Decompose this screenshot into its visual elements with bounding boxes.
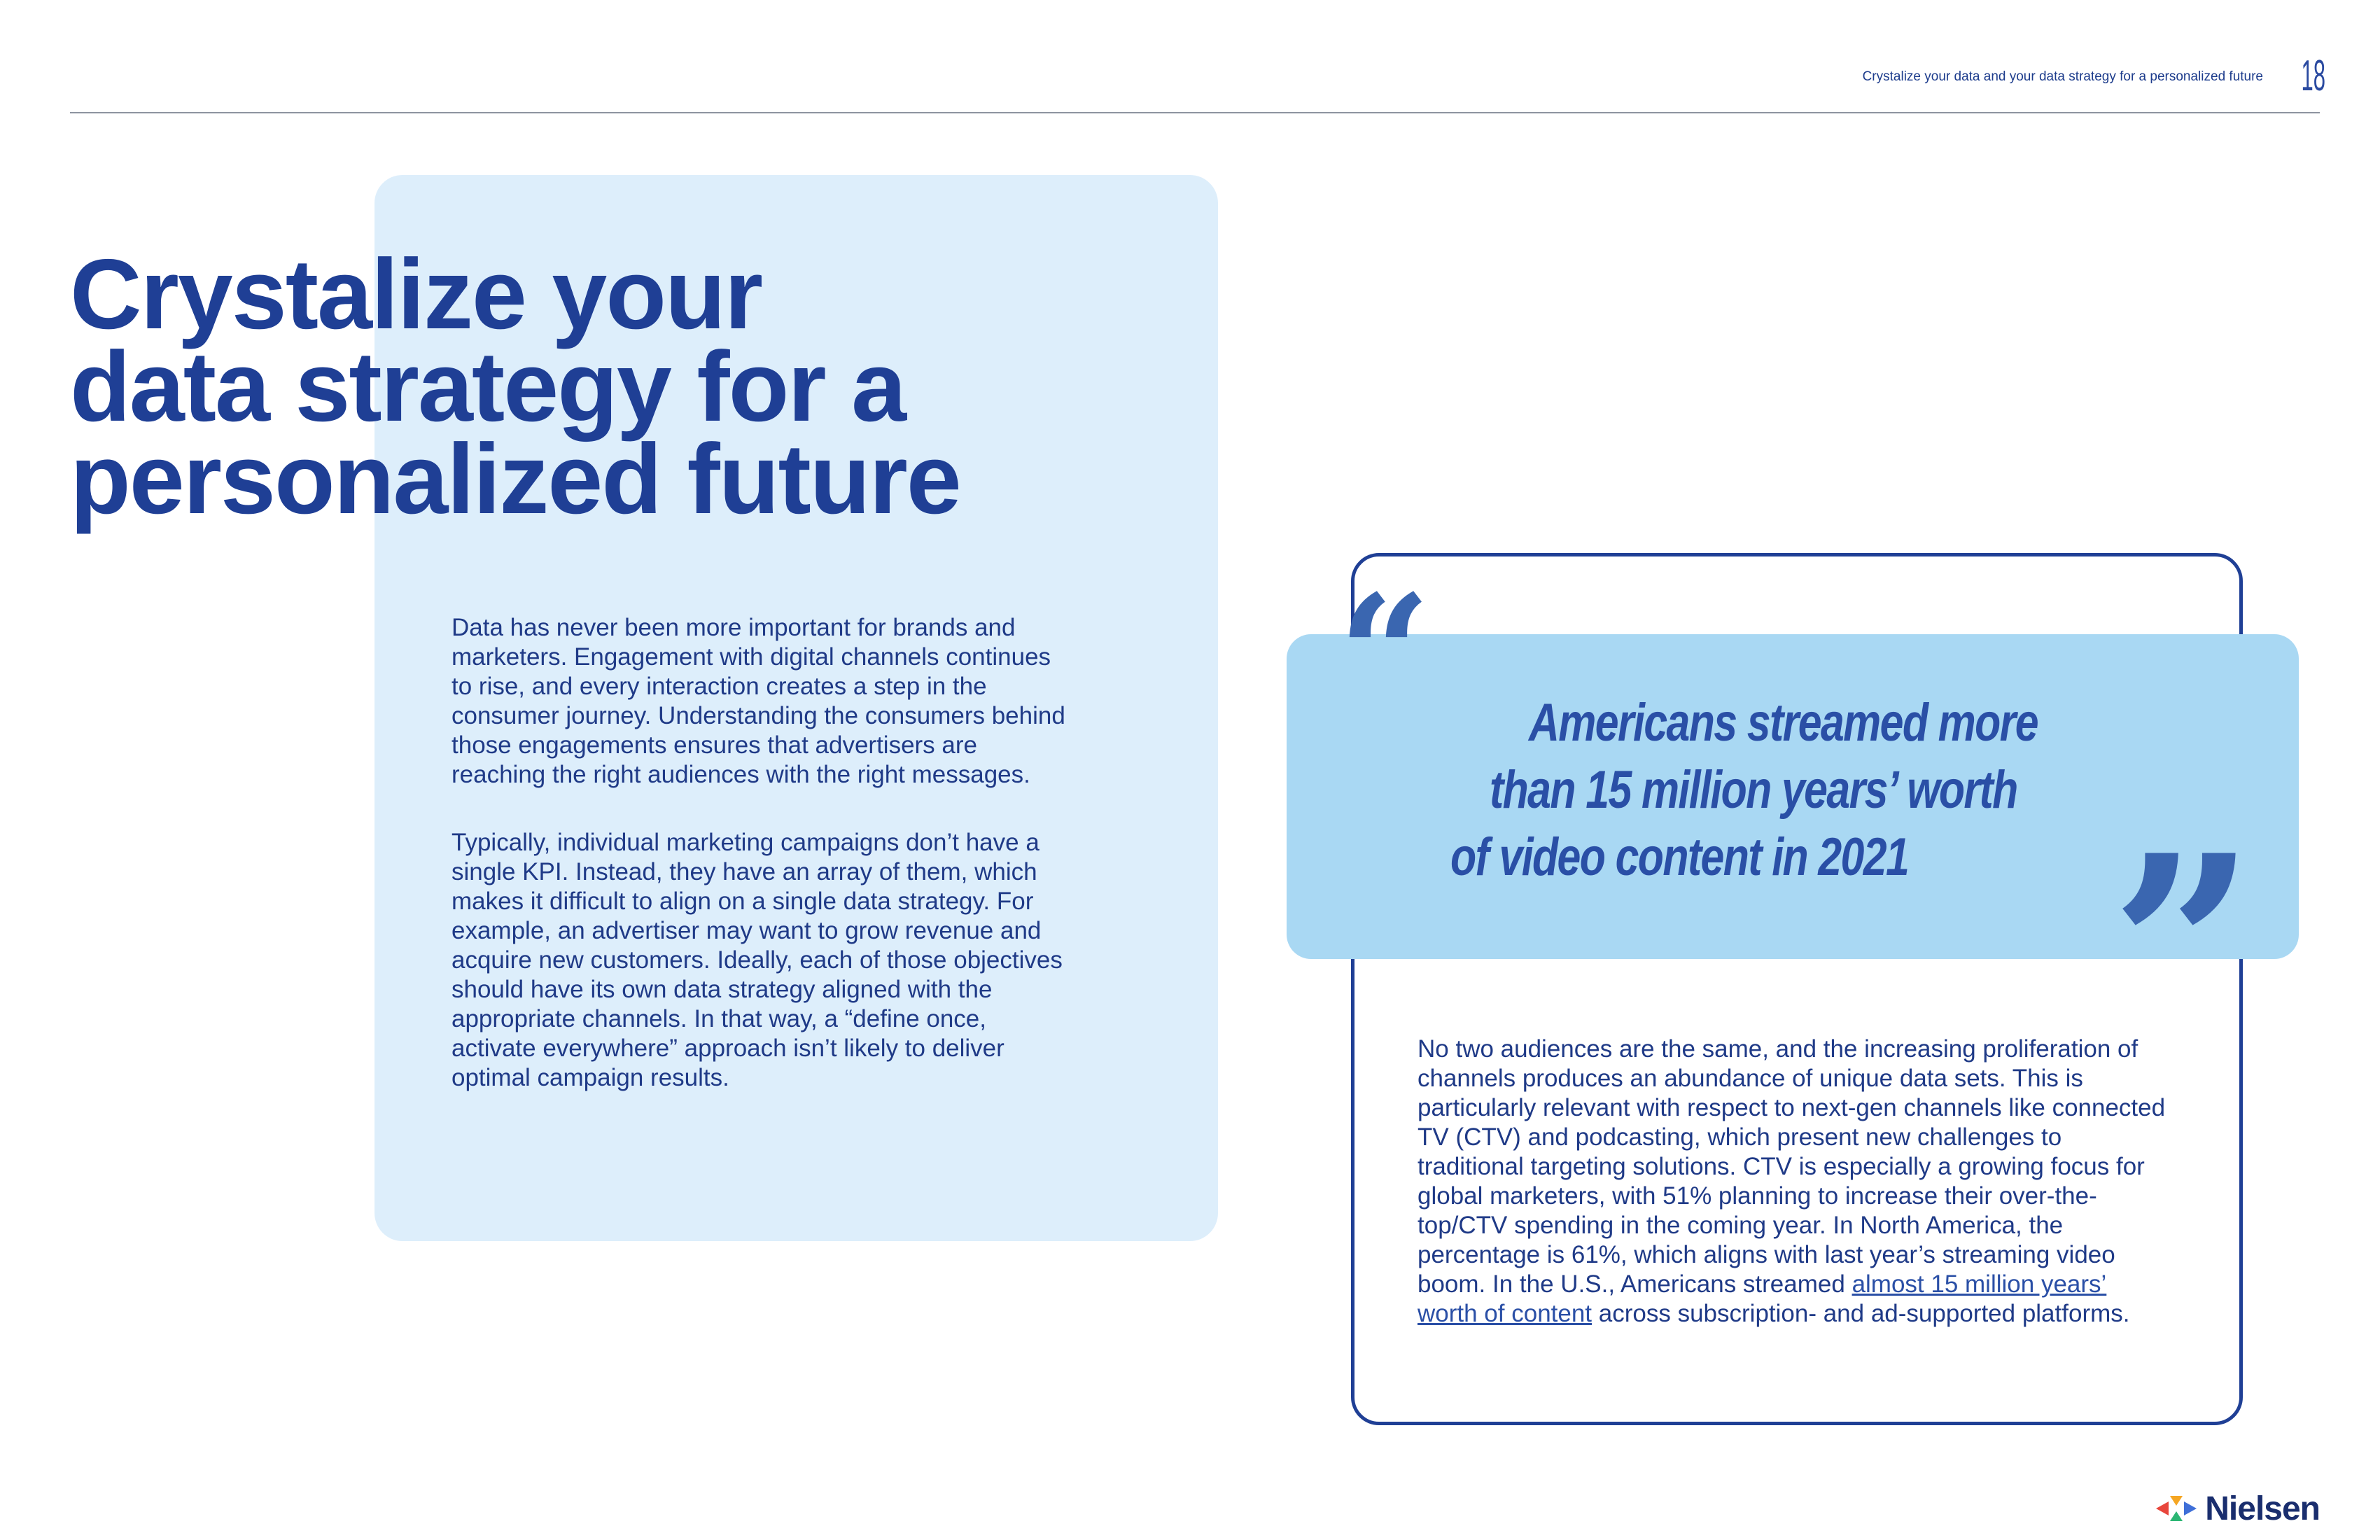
logo-wedge-blue <box>2184 1502 2197 1516</box>
page-title <box>70 239 960 535</box>
pull-quote-line: than 15 million years’ worth <box>1490 760 2017 820</box>
streaming-content-link[interactable]: almost 15 million years’ worth of content <box>1418 1270 2107 1327</box>
nielsen-logo <box>2155 1488 2320 1530</box>
brand-name: Nielsen <box>2205 1490 2320 1527</box>
header-divider <box>70 112 2320 113</box>
page-title-line: data strategy for a <box>70 331 906 442</box>
pull-quote <box>1400 690 2142 891</box>
callout-body-text: No two audiences are the same, and the increasing proliferation of channels produces an abundance of unique data sets. This is particularly relevant with respect to next-gen channels like connected TV (CTV) and podcasting, which present new challenges to traditional targeting solutions. CTV is especially a growing focus for global marketers, with 51% planning to increase their over-the-top/CTV spending in the coming year. In North America, the percentage is 61%, which aligns with last year’s streaming video boom. In the U.S., Americans streamed <box>1418 1035 2166 1298</box>
intro-paragraph: Data has never been more important for brands and marketers. Engagement with digital channels continues to rise, and every interaction creates a step in the consumer journey. Understanding the consumers behind those engagements ensures that advertisers are reaching the right audiences with the right messages. <box>451 614 1065 788</box>
callout-body <box>1418 1035 2170 1329</box>
page-number: 18 <box>2301 52 2325 100</box>
page-title-line: personalized future <box>70 424 960 535</box>
pull-quote-line: Americans streamed more <box>1529 693 2038 752</box>
logo-wedge-orange <box>2170 1496 2183 1506</box>
logo-wedge-red <box>2156 1502 2169 1516</box>
logo-wedge-green <box>2170 1511 2183 1521</box>
nielsen-mark-icon <box>2155 1493 2198 1524</box>
running-header: Crystalize your data and your data strategy for a personalized future <box>1862 69 2263 84</box>
open-quote-icon: “ <box>1338 560 1432 749</box>
callout-body-text-end: across subscription- and ad-supported platforms. <box>1592 1300 2130 1327</box>
intro-body <box>451 613 1071 1131</box>
page-title-line: Crystalize your <box>70 239 762 350</box>
intro-paragraph: Typically, individual marketing campaigns don’t have a single KPI. Instead, they have an array of them, which makes it difficult to align on a single data strategy. For example, an advertiser may want to grow revenue and acquire new customers. Ideally, each of those objectives should have its own data strategy aligned with the appropriate channels. In that way, a “define once, activate everywhere” approach isn’t likely to deliver optimal campaign results. <box>451 829 1063 1091</box>
close-quote-icon: ” <box>2110 800 2256 1096</box>
pull-quote-line: of video content in 2021 <box>1450 827 1909 887</box>
